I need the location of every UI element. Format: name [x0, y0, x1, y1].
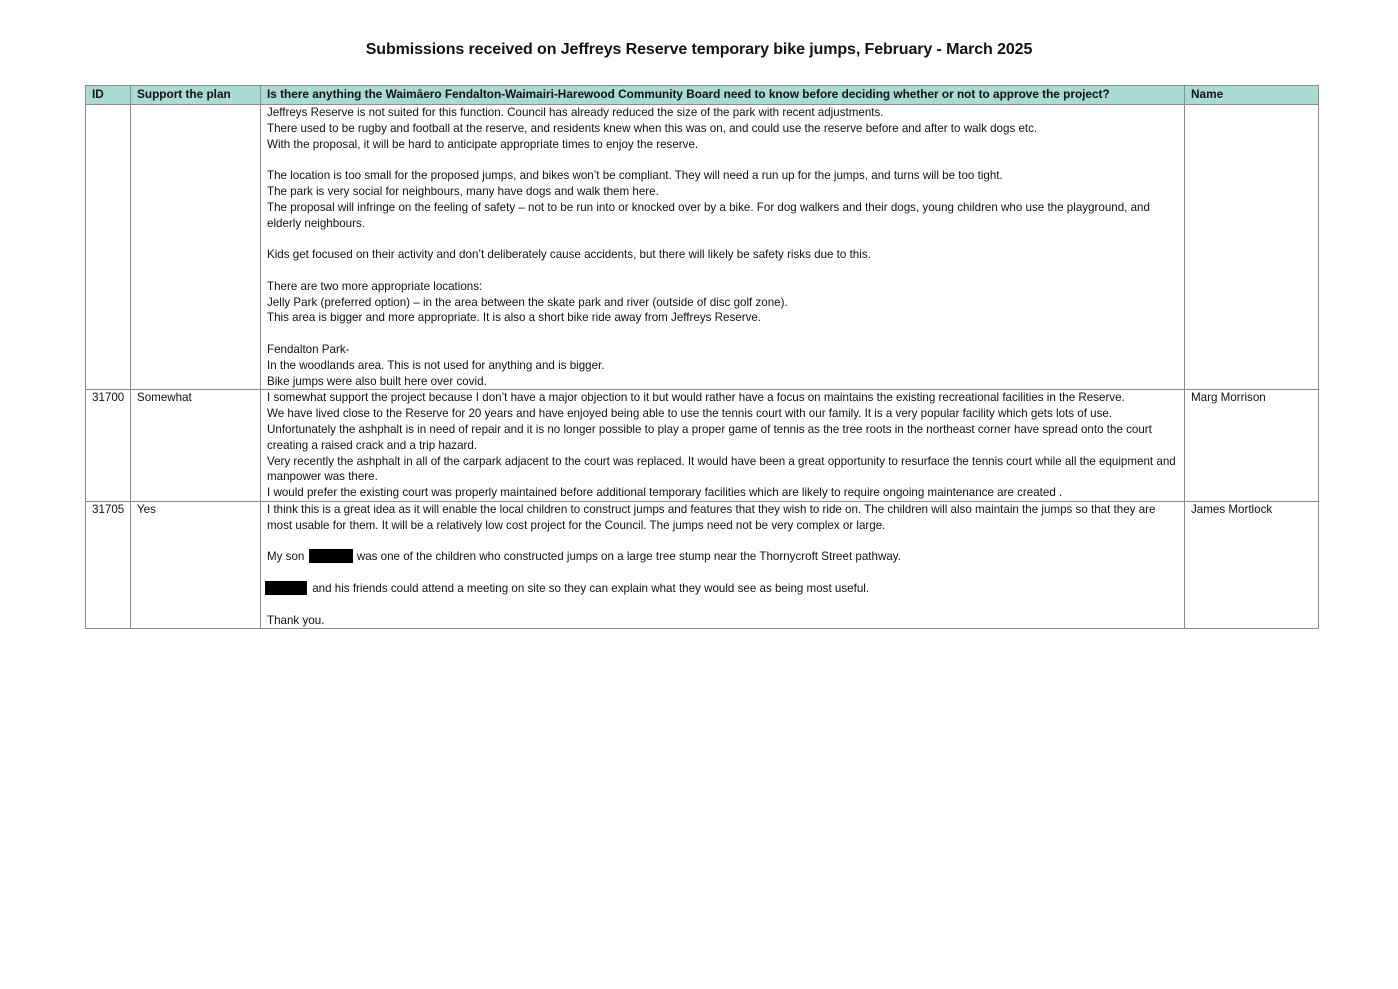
comment-line: [267, 549, 1178, 565]
comment-line: In the woodlands area. This is not used for anything and is bigger.: [267, 358, 605, 372]
comment-line: Fendalton Park-: [267, 342, 350, 356]
comment-line: Bike jumps were also built here over covid.: [267, 374, 487, 388]
comment-line: Thank you.: [267, 613, 325, 627]
table-row: [86, 105, 1319, 390]
comment-text: My son: [267, 550, 308, 564]
redaction-block: [265, 581, 307, 595]
paragraph-gap: [267, 231, 1178, 247]
comment-line: Very recently the ashphalt in all of the carpark adjacent to the court was replaced. It would have been a great opportunity to resurface the tennis court while all the equipment and manpower was there.: [267, 454, 1176, 484]
comment-line: I somewhat support the project because I don’t have a major objection to it but would rather have a focus on maintains the existing recreational facilities in the Reserve.: [267, 391, 1125, 405]
comment-line: There are two more appropriate locations:: [267, 279, 483, 293]
cell-id: 31700: [86, 390, 131, 502]
comment-line: With the proposal, it will be hard to anticipate appropriate times to enjoy the reserve.: [267, 137, 699, 151]
table-row: [86, 501, 1319, 628]
comment-line: This area is bigger and more appropriate. It is also a short bike ride away from Jeffreys Reserve.: [267, 311, 762, 325]
column-header-comment: Is there anything the Waimāero Fendalton-Waimairi-Harewood Community Board need to know before deciding whether or not to approve the project?: [261, 86, 1185, 105]
cell-name: [1185, 105, 1319, 390]
column-header-name: Name: [1185, 86, 1319, 105]
cell-comment: [261, 501, 1185, 628]
cell-name: James Mortlock: [1185, 501, 1319, 628]
submissions-table: [85, 85, 1319, 629]
cell-name: Marg Morrison: [1185, 390, 1319, 502]
paragraph-gap: [267, 565, 1178, 581]
comment-line: Jeffreys Reserve is not suited for this function. Council has already reduced the size of the park with recent adjustments.: [267, 106, 884, 119]
cell-id: [86, 105, 131, 390]
comment-line: Unfortunately the ashphalt is in need of repair and it is no longer possible to play a proper game of tennis as the tree roots in the northeast corner have spread onto the court creating a raised crack and a trip hazard.: [267, 422, 1152, 452]
table-header-row: [86, 86, 1319, 105]
cell-comment: [261, 390, 1185, 502]
cell-support: [131, 105, 261, 390]
paragraph-gap: [267, 597, 1178, 613]
paragraph-gap: [267, 326, 1178, 342]
comment-line: The proposal will infringe on the feeling of safety – not to be run into or knocked over by a bike. For dog walkers and their dogs, young children who use the playground, and elderly neighbours.: [267, 200, 1150, 230]
cell-support: Yes: [131, 501, 261, 628]
comment-line: We have lived close to the Reserve for 20 years and have enjoyed being able to use the tennis court with our family. It is a very popular facility which gets lots of use.: [267, 407, 1113, 421]
cell-support: Somewhat: [131, 390, 261, 502]
comment-line: The location is too small for the proposed jumps, and bikes won’t be compliant. They will need a run up for the jumps, and turns will be too tight.: [267, 169, 1003, 183]
redaction-block: [309, 549, 353, 563]
cell-comment: [261, 105, 1185, 390]
column-header-id: ID: [86, 86, 131, 105]
cell-id: 31705: [86, 501, 131, 628]
comment-line: There used to be rugby and football at the reserve, and residents knew when this was on, and could use the reserve before and after to walk dogs etc.: [267, 121, 1038, 135]
comment-line: I would prefer the existing court was properly maintained before additional temporary facilities which are likely to require ongoing maintenance are created .: [267, 486, 1063, 500]
comment-text: and his friends could attend a meeting on site so they can explain what they would see as being most useful.: [309, 581, 870, 595]
comment-line: Kids get focused on their activity and don’t deliberately cause accidents, but there will likely be safety risks due to this.: [267, 248, 871, 262]
comment-line: Jelly Park (preferred option) – in the area between the skate park and river (outside of disc golf zone).: [267, 295, 788, 309]
paragraph-gap: [267, 263, 1178, 279]
comment-line: The park is very social for neighbours, many have dogs and walk them here.: [267, 184, 659, 198]
column-header-support: Support the plan: [131, 86, 261, 105]
comment-line: I think this is a great idea as it will enable the local children to construct jumps and features that they wish to ride on. The children will also maintain the jumps so that they are most usable for them. It will be a relatively low cost project for the Council. The jumps need not be very complex or large.: [267, 502, 1156, 532]
paragraph-gap: [267, 534, 1178, 550]
comment-text: was one of the children who constructed jumps on a large tree stump near the Thornycroft Street pathway.: [353, 550, 901, 564]
comment-line: [267, 581, 1178, 597]
table-row: [86, 390, 1319, 502]
paragraph-gap: [267, 152, 1178, 168]
document-title: Submissions received on Jeffreys Reserve temporary bike jumps, February - March 2025: [365, 41, 1033, 58]
